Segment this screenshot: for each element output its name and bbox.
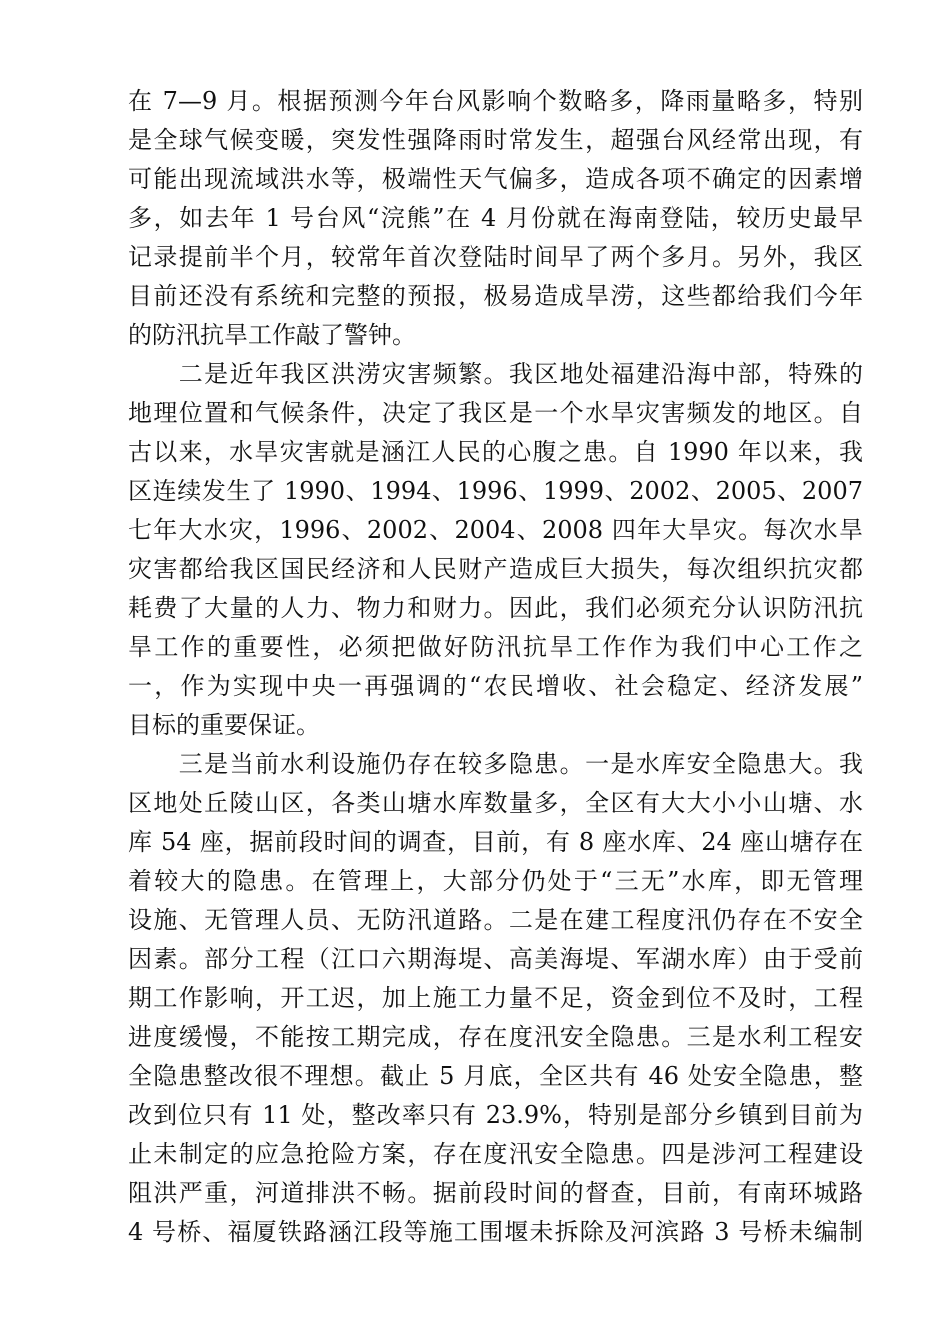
paragraph-end-line: 目标的重要保证。 [128,711,320,739]
text-line: 期工作影响，开工迟，加上施工力量不足，资金到位不及时，工程 [128,984,863,1012]
text-line: 耗费了大量的人力、物力和财力。因此，我们必须充分认识防汛抗 [128,594,863,622]
text-line: 在 7—9 月。根据预测今年台风影响个数略多，降雨量略多，特别 [128,87,863,115]
text-line: 灾害都给我区国民经济和人民财产造成巨大损失，每次组织抗灾都 [128,555,863,583]
text-line: 区连续发生了 1990、1994、1996、1999、2002、2005、2007 [128,477,863,505]
document-page [128,82,863,1252]
paragraph-start-line: 二是近年我区洪涝灾害频繁。我区地处福建沿海中部，特殊的 [128,360,863,388]
text-line: 一，作为实现中央一再强调的“农民增收、社会稳定、经济发展” [128,672,863,700]
text-line: 七年大水灾，1996、2002、2004、2008 四年大旱灾。每次水旱 [128,516,863,544]
text-line: 4 号桥、福厦铁路涵江段等施工围堰未拆除及河滨路 3 号桥未编制 [128,1218,863,1246]
text-line: 设施、无管理人员、无防汛道路。二是在建工程度汛仍存在不安全 [128,906,863,934]
paragraph-start-line: 三是当前水利设施仍存在较多隐患。一是水库安全隐患大。我 [128,750,863,778]
text-line: 着较大的隐患。在管理上，大部分仍处于“三无”水库，即无管理 [128,867,863,895]
text-line: 地理位置和气候条件，决定了我区是一个水旱灾害频发的地区。自 [128,399,863,427]
text-line: 改到位只有 11 处，整改率只有 23.9%，特别是部分乡镇到目前为 [128,1101,863,1129]
text-line: 区地处丘陵山区，各类山塘水库数量多，全区有大大小小山塘、水 [128,789,863,817]
text-line: 止未制定的应急抢险方案，存在度汛安全隐患。四是涉河工程建设 [128,1140,863,1168]
text-line: 库 54 座，据前段时间的调查，目前，有 8 座水库、24 座山塘存在 [128,828,863,856]
text-line: 全隐患整改很不理想。截止 5 月底，全区共有 46 处安全隐患，整 [128,1062,863,1090]
text-line: 是全球气候变暖，突发性强降雨时常发生，超强台风经常出现，有 [128,126,863,154]
text-line: 记录提前半个月，较常年首次登陆时间早了两个多月。另外，我区 [128,243,863,271]
text-line: 进度缓慢，不能按工期完成，存在度汛安全隐患。三是水利工程安 [128,1023,863,1051]
text-line: 可能出现流域洪水等，极端性天气偏多，造成各项不确定的因素增 [128,165,863,193]
paragraph-end-line: 的防汛抗旱工作敲了警钟。 [128,321,416,349]
text-line: 古以来，水旱灾害就是涵江人民的心腹之患。自 1990 年以来，我 [128,438,863,466]
text-line: 目前还没有系统和完整的预报，极易造成旱涝，这些都给我们今年 [128,282,863,310]
text-line: 因素。部分工程（江口六期海堤、高美海堤、军湖水库）由于受前 [128,945,863,973]
text-line: 多，如去年 1 号台风“浣熊”在 4 月份就在海南登陆，较历史最早 [128,204,863,232]
text-line: 阻洪严重，河道排洪不畅。据前段时间的督查，目前，有南环城路 [128,1179,863,1207]
text-line: 旱工作的重要性，必须把做好防汛抗旱工作作为我们中心工作之 [128,633,863,661]
